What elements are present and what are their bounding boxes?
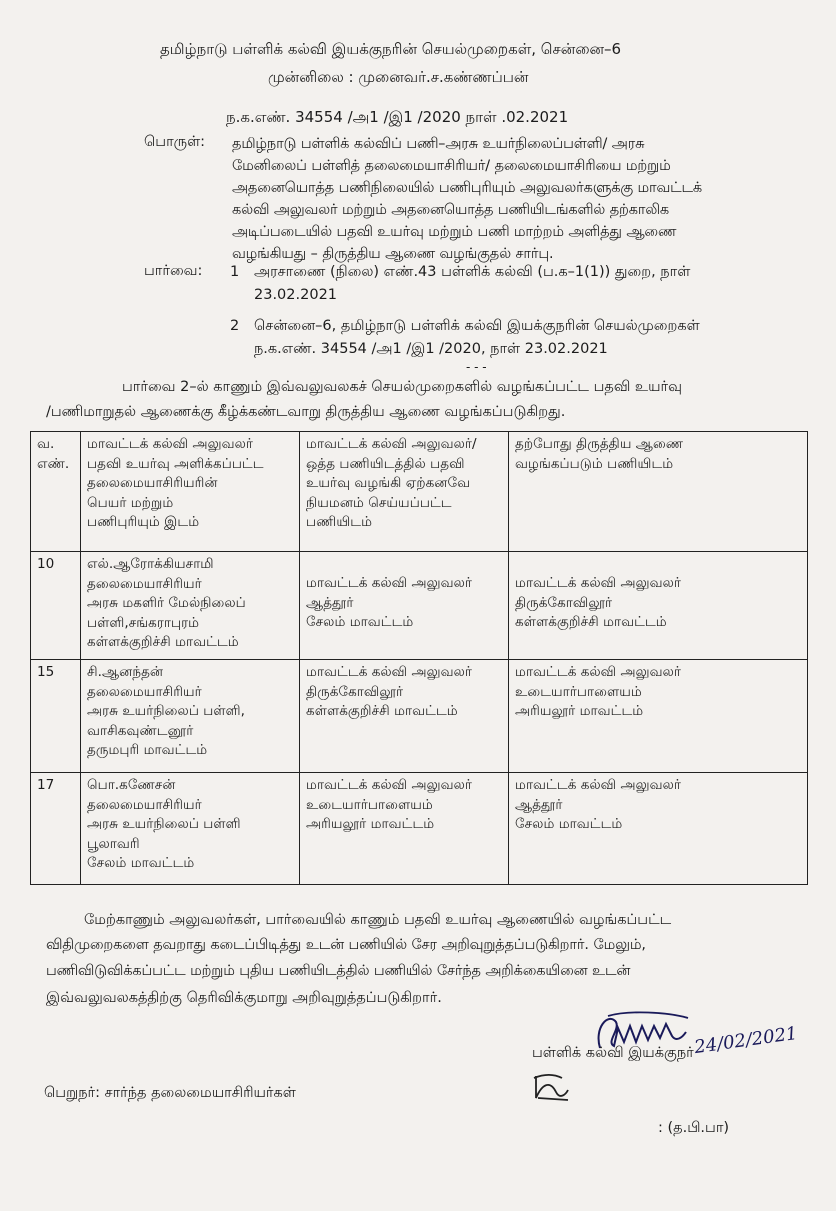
initials-block: : (த.பி.பா) [658, 1120, 730, 1136]
reference-number: ந.க.எண். 34554 /அ1 /இ1 /2020 நாள் .02.2021 [226, 108, 569, 126]
subject-line: தமிழ்நாடு பள்ளிக் கல்விப் பணி–அரசு உயர்நிலைப்பள்ளி/ அரசு [232, 136, 645, 152]
row-serial: 10 [31, 552, 81, 660]
header-officer: மாவட்டக் கல்வி அலுவலர் பதவி உயர்வு அளிக்கப்பட்ட தலைமையாசிரியரின் பெயர் மற்றும் பணிபுரியும் இடம் [81, 432, 300, 552]
table-row [31, 773, 808, 885]
row-revised-post: மாவட்டக் கல்வி அலுவலர் உடையார்பாளையம் அரியலூர் மாவட்டம் [509, 660, 808, 773]
office-heading: தமிழ்நாடு பள்ளிக் கல்வி இயக்குநரின் செயல்முறைகள், சென்னை–6 [160, 40, 622, 58]
reference-label: பார்வை: [144, 263, 203, 279]
separator-dashes: - - - [466, 360, 487, 374]
reference-2-number: 2 [230, 318, 240, 334]
subject-line: கல்வி அலுவலர் மற்றும் அதனையொத்த பணியிடங்களில் தற்காலிக [232, 202, 670, 218]
reference-2-line1: சென்னை–6, தமிழ்நாடு பள்ளிக் கல்வி இயக்குநரின் செயல்முறைகள் [254, 318, 700, 334]
closing-line-2: விதிமுறைகளை தவறாது கடைப்பிடித்து உடன் பணியில் சேர அறிவுறுத்தப்படுகிறார். மேலும், [46, 937, 646, 953]
row-earlier-post: மாவட்டக் கல்வி அலுவலர் ஆத்தூர் சேலம் மாவட்டம் [300, 552, 509, 660]
row-serial: 17 [31, 773, 81, 885]
presence-line: முன்னிலை : முனைவர்.ச.கண்ணப்பன் [268, 68, 529, 86]
subject-text [232, 133, 777, 265]
promotion-table [30, 431, 808, 885]
header-revised-post: தற்போது திருத்திய ஆணை வழங்கப்படும் பணியிடம் [509, 432, 808, 552]
reference-1-line2: 23.02.2021 [254, 287, 338, 303]
handwritten-date: 24/02/2021 [693, 1022, 799, 1059]
closing-line-3: பணிவிடுவிக்கப்பட்ட மற்றும் புதிய பணியிடத்தில் பணியில் சேர்ந்த அறிக்கையினை உடன் [46, 963, 631, 979]
subject-line: வழங்கியது – திருத்திய ஆணை வழங்குதல் சார்பு. [232, 246, 554, 262]
reference-1-number: 1 [230, 264, 240, 280]
row-serial: 15 [31, 660, 81, 773]
row-revised-post: மாவட்டக் கல்வி அலுவலர் திருக்கோவிலூர் கள்ளக்குறிச்சி மாவட்டம் [509, 552, 808, 660]
row-revised-post: மாவட்டக் கல்வி அலுவலர் ஆத்தூர் சேலம் மாவட்டம் [509, 773, 808, 885]
closing-line-1: மேற்காணும் அலுவலர்கள், பார்வையில் காணும் பதவி உயர்வு ஆணையில் வழங்கப்பட்ட [84, 912, 672, 928]
subject-line: அடிப்படையில் பதவி உயர்வு மற்றும் பணி மாற்றம் அளித்து ஆணை [232, 224, 677, 240]
header-earlier-post: மாவட்டக் கல்வி அலுவலர்/ ஒத்த பணியிடத்தில் பதவி உயர்வு வழங்கி ஏற்கனவே நியமனம் செய்யப்பட்ட பணியிடம் [300, 432, 509, 552]
subject-line: மேனிலைப் பள்ளித் தலைமையாசிரியர்/ தலைமையாசிரியை மற்றும் [232, 158, 671, 174]
table-header-row [31, 432, 808, 552]
row-person: எல்.ஆரோக்கியசாமி தலைமையாசிரியர் அரசு மகளிர் மேல்நிலைப் பள்ளி,சங்கராபுரம் கள்ளக்குறிச்சி மாவட்டம் [81, 552, 300, 660]
intro-line-2: /பணிமாறுதல் ஆணைக்கு கீழ்க்கண்டவாறு திருத்திய ஆணை வழங்கப்படுகிறது. [46, 404, 566, 420]
table-row [31, 552, 808, 660]
signatory-designation: பள்ளிக் கல்வி இயக்குநர் [532, 1045, 694, 1061]
subject-label: பொருள்: [144, 134, 206, 150]
reference-1-line1: அரசாணை (நிலை) எண்.43 பள்ளிக் கல்வி (ப.க–1(1)) துறை, நாள் [254, 264, 691, 280]
initials-scribble [528, 1070, 572, 1104]
row-earlier-post: மாவட்டக் கல்வி அலுவலர் திருக்கோவிலூர் கள்ளக்குறிச்சி மாவட்டம் [300, 660, 509, 773]
intro-line-1: பார்வை 2–ல் காணும் இவ்வலுவலகச் செயல்முறைகளில் வழங்கப்பட்ட பதவி உயர்வு [122, 379, 682, 395]
reference-2-line2: ந.க.எண். 34554 /அ1 /இ1 /2020, நாள் 23.02.2021 [254, 341, 608, 357]
subject-line: அதனையொத்த பணிநிலையில் பணிபுரியும் அலுவலர்களுக்கு மாவட்டக் [232, 180, 703, 196]
row-person: சி.ஆனந்தன் தலைமையாசிரியர் அரசு உயர்நிலைப் பள்ளி, வாசிகவுண்டனூர் தருமபுரி மாவட்டம் [81, 660, 300, 773]
header-serial: வ. எண். [31, 432, 81, 552]
table-row [31, 660, 808, 773]
closing-line-4: இவ்வலுவலகத்திற்கு தெரிவிக்குமாறு அறிவுறுத்தப்படுகிறார். [46, 990, 442, 1006]
recipient-line: பெறுநர்: சார்ந்த தலைமையாசிரியர்கள் [44, 1085, 296, 1101]
row-person: பொ.கணேசன் தலைமையாசிரியர் அரசு உயர்நிலைப் பள்ளி பூலாவரி சேலம் மாவட்டம் [81, 773, 300, 885]
row-earlier-post: மாவட்டக் கல்வி அலுவலர் உடையார்பாளையம் அரியலூர் மாவட்டம் [300, 773, 509, 885]
